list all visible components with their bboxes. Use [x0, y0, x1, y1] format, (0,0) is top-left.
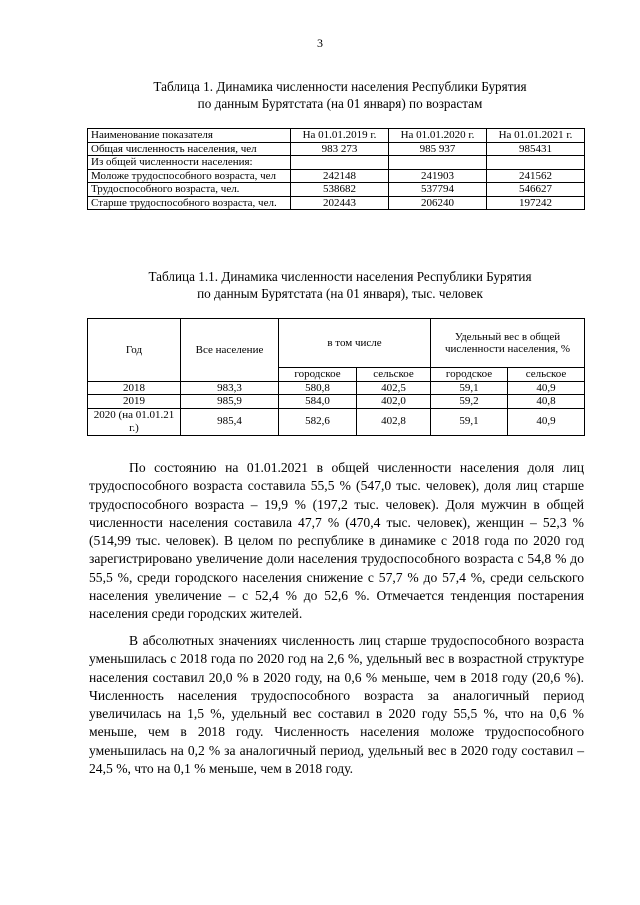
- table-row: [88, 169, 585, 183]
- cell-rural: 402,8: [357, 408, 431, 435]
- table-header-row: [88, 129, 585, 143]
- cell-urban-share: 59,1: [431, 381, 508, 395]
- cell-total: 985,4: [181, 408, 279, 435]
- cell-value: 985431: [487, 142, 585, 156]
- row-label: Трудоспособного возраста, чел.: [88, 183, 291, 197]
- header-2019: На 01.01.2019 г.: [291, 129, 389, 143]
- table2-caption-line1: Таблица 1.1. Динамика численности населения Республики Бурятия: [148, 269, 532, 284]
- header-indicator: Наименование показателя: [88, 129, 291, 143]
- header-2021: На 01.01.2021 г.: [487, 129, 585, 143]
- cell-value: 197242: [487, 196, 585, 210]
- cell-urban-share: 59,2: [431, 395, 508, 409]
- cell-rural-share: 40,9: [508, 381, 585, 395]
- age-structure-table: [87, 128, 585, 210]
- table-row: [88, 183, 585, 197]
- cell-total: 985,9: [181, 395, 279, 409]
- cell-value: 546627: [487, 183, 585, 197]
- table1-caption: [80, 78, 600, 112]
- table-row: [88, 196, 585, 210]
- cell-rural-share: 40,9: [508, 408, 585, 435]
- table-header-row: [88, 319, 585, 368]
- cell-year: 2018: [88, 381, 181, 395]
- table-row: [88, 395, 585, 409]
- cell-year: 2020 (на 01.01.21 г.): [88, 408, 181, 435]
- cell-value: [291, 156, 389, 170]
- cell-urban: 584,0: [279, 395, 357, 409]
- cell-value: 241562: [487, 169, 585, 183]
- table-row: [88, 142, 585, 156]
- header-total: Все население: [181, 319, 279, 382]
- body-paragraph-2: В абсолютных значениях численность лиц старше трудоспособного возраста уменьшилась с 2018 года по 2020 год на 2,6 %, удельный вес в возрастной структуре населения составил 20,0 % в 2020 году, на 0,6 % меньше, чем в 2018 году (20,6 %). Численность населения трудоспособного возраста за аналогичный период увеличилась на 1,5 %, удельный вес составил в 2020 году 55,5 %, что на 0,6 % меньше, чем в 2018 году. Численность населения моложе трудоспособного уменьшилась на 0,2 % за аналогичный период, удельный вес в 2020 году составил – 24,5 %, что на 0,1 % меньше, чем в 2018 году.: [89, 633, 584, 777]
- cell-value: 985 937: [389, 142, 487, 156]
- row-label: Из общей численности населения:: [88, 156, 291, 170]
- cell-urban: 580,8: [279, 381, 357, 395]
- table1-caption-line2: по данным Бурятстата (на 01 января) по возрастам: [197, 96, 483, 111]
- row-label: Старше трудоспособного возраста, чел.: [88, 196, 291, 210]
- table2-caption-line2: по данным Бурятстата (на 01 января), тыс. человек: [197, 286, 483, 301]
- row-label: Моложе трудоспособного возраста, чел: [88, 169, 291, 183]
- cell-urban-share: 59,1: [431, 408, 508, 435]
- table-row: [88, 381, 585, 395]
- row-label: Общая численность населения, чел: [88, 142, 291, 156]
- cell-value: 242148: [291, 169, 389, 183]
- cell-rural: 402,5: [357, 381, 431, 395]
- cell-rural-share: 40,8: [508, 395, 585, 409]
- cell-rural: 402,0: [357, 395, 431, 409]
- cell-value: [389, 156, 487, 170]
- cell-value: 983 273: [291, 142, 389, 156]
- header-urban: городское: [279, 368, 357, 382]
- header-2020: На 01.01.2020 г.: [389, 129, 487, 143]
- cell-total: 983,3: [181, 381, 279, 395]
- table-row: [88, 156, 585, 170]
- header-year: Год: [88, 319, 181, 382]
- urban-rural-table: [87, 318, 585, 436]
- cell-urban: 582,6: [279, 408, 357, 435]
- header-urban-share: городское: [431, 368, 508, 382]
- cell-value: 537794: [389, 183, 487, 197]
- cell-value: 241903: [389, 169, 487, 183]
- header-rural-share: сельское: [508, 368, 585, 382]
- page-number: 3: [317, 36, 323, 50]
- table2-caption: [80, 268, 600, 302]
- header-including: в том числе: [279, 319, 431, 368]
- header-share: Удельный вес в общей численности населения, %: [431, 319, 585, 368]
- cell-value: [487, 156, 585, 170]
- table1-caption-line1: Таблица 1. Динамика численности населения Республики Бурятия: [153, 79, 527, 94]
- body-paragraph-1: По состоянию на 01.01.2021 в общей численности населения доля лиц трудоспособного возраста составила 55,5 % (547,0 тыс. человек), доля лиц старше трудоспособного возраста – 19,9 % (197,2 тыс. человек). Доля мужчин в общей численности населения составила 47,7 % (470,4 тыс. человек), женщин – 52,3 % (514,99 тыс. человек). В целом по республике в динамике с 2018 года по 2020 год зарегистрировано увеличение доли населения трудоспособного возраста с 54,8 % до 55,5 %, среди городского населения снижение с 57,7 % до 57,4 %, среди сельского населения увеличение – с 52,4 % до 52,6 %. Отмечается тенденция постарения населения среди городских жителей.: [89, 460, 584, 622]
- cell-value: 206240: [389, 196, 487, 210]
- cell-year: 2019: [88, 395, 181, 409]
- cell-value: 202443: [291, 196, 389, 210]
- cell-value: 538682: [291, 183, 389, 197]
- table-row: [88, 408, 585, 435]
- header-rural: сельское: [357, 368, 431, 382]
